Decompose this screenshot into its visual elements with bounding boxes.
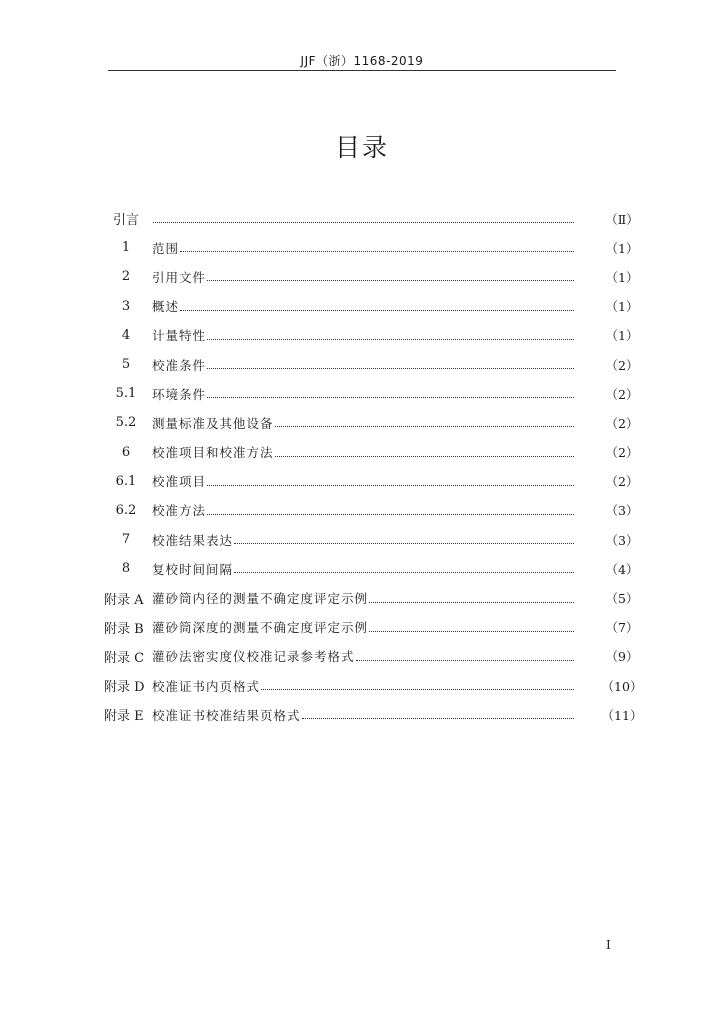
toc-entry-page: （4） [605,561,639,577]
toc-entry[interactable] [100,262,646,291]
toc-leader-dots [234,543,574,544]
toc-entry[interactable] [100,321,646,350]
toc-leader-dots [234,572,574,573]
toc-entry-title: 校准项目 [152,474,207,490]
toc-entry-page: （1） [605,240,639,256]
toc-entry[interactable] [100,233,646,262]
toc-leader-dots [207,485,574,486]
toc-leader-dots [275,426,574,427]
toc-entry-title: 校准结果表达 [152,532,234,548]
toc-entry-number: 附录 C [104,650,145,666]
toc-entry-title: 校准条件 [152,357,207,373]
toc-leader-dots [207,280,574,281]
toc-entry-number: 附录 A [104,592,144,608]
toc-entry[interactable] [100,467,646,496]
toc-entry[interactable] [100,350,646,379]
toc-entry-page: （2） [605,357,639,373]
toc-entry[interactable] [100,525,646,554]
header-rule [108,70,616,71]
toc-entry-number: 6.1 [115,473,137,489]
toc-entry-number: 3 [121,298,131,314]
toc-leader-dots [180,251,574,252]
toc-entry[interactable] [100,554,646,583]
toc-entry-number: 附录 D [104,680,145,696]
toc-entry-title: 校准证书校准结果页格式 [152,707,301,723]
toc-leader-dots [302,718,574,719]
toc-leader-dots [207,397,574,398]
toc-entry-page: （3） [605,532,639,548]
toc-entry-page: （1） [605,269,639,285]
toc-entry-page: （3） [605,503,639,519]
toc-entry-page: （Ⅱ） [605,211,639,227]
toc-entry-title: 校准方法 [152,503,207,519]
toc-entry-title: 灌砂筒深度的测量不确定度评定示例 [152,620,369,636]
toc-entry-title: 概述 [152,299,180,315]
toc-entry[interactable] [100,408,646,437]
toc-leader-dots [153,222,574,223]
toc-entry-number: 5.2 [115,415,137,431]
toc-entry-page: （11） [601,707,643,723]
toc-entry-number: 2 [121,269,131,285]
toc-entry-page: （5） [605,591,639,607]
toc-entry-number: 5.1 [115,386,137,402]
toc-entry-title: 计量特性 [152,328,207,344]
toc-entry-number: 附录 B [104,621,144,637]
toc-entry[interactable] [100,496,646,525]
toc-entry[interactable] [100,613,646,642]
toc-entry-page: （9） [605,649,639,665]
toc-entry-number: 8 [121,561,131,577]
running-header: JJF（浙）1168-2019 [300,54,424,68]
toc-entry-number: 4 [121,327,131,343]
toc-entry-title: 测量标准及其他设备 [152,415,274,431]
toc-leader-dots [356,660,574,661]
toc-entry-title: 灌砂法密实度仪校准记录参考格式 [152,649,355,665]
toc-entry-title: 范围 [152,240,180,256]
toc-entry-page: （10） [601,678,643,694]
toc-entry-title: 环境条件 [152,386,207,402]
toc-entry-page: （1） [605,328,639,344]
page-number: I [606,938,611,952]
toc-entry[interactable] [100,583,646,612]
toc-entry-number: 6 [121,444,131,460]
toc-leader-dots [207,339,574,340]
toc-entry[interactable] [100,642,646,671]
page-title: 目录 [334,133,389,162]
table-of-contents [100,204,646,729]
toc-entry-page: （2） [605,445,639,461]
toc-entry[interactable] [100,438,646,467]
toc-entry[interactable] [100,379,646,408]
toc-leader-dots [369,631,574,632]
toc-entry-number: 附录 E [104,709,144,725]
toc-leader-dots [180,310,574,311]
toc-entry-number: 1 [121,240,131,256]
toc-entry[interactable] [100,292,646,321]
toc-entry-title: 校准项目和校准方法 [152,445,274,461]
toc-leader-dots [261,689,574,690]
toc-entry-title: 引用文件 [152,269,207,285]
toc-entry[interactable] [100,671,646,700]
toc-entry-number: 引言 [112,213,139,229]
toc-entry-title: 灌砂筒内径的测量不确定度评定示例 [152,591,369,607]
toc-entry-page: （7） [605,620,639,636]
toc-entry-number: 6.2 [115,502,137,518]
toc-entry[interactable] [100,700,646,729]
toc-entry-page: （2） [605,386,639,402]
toc-leader-dots [207,514,574,515]
toc-entry-number: 7 [121,532,131,548]
toc-leader-dots [207,368,574,369]
toc-entry-number: 5 [121,357,131,373]
toc-leader-dots [369,602,574,603]
toc-entry-title: 校准证书内页格式 [152,678,261,694]
toc-entry-page: （2） [605,415,639,431]
toc-entry-page: （2） [605,474,639,490]
toc-leader-dots [275,456,574,457]
toc-entry[interactable] [100,204,646,233]
toc-entry-title: 复校时间间隔 [152,561,234,577]
toc-entry-page: （1） [605,299,639,315]
